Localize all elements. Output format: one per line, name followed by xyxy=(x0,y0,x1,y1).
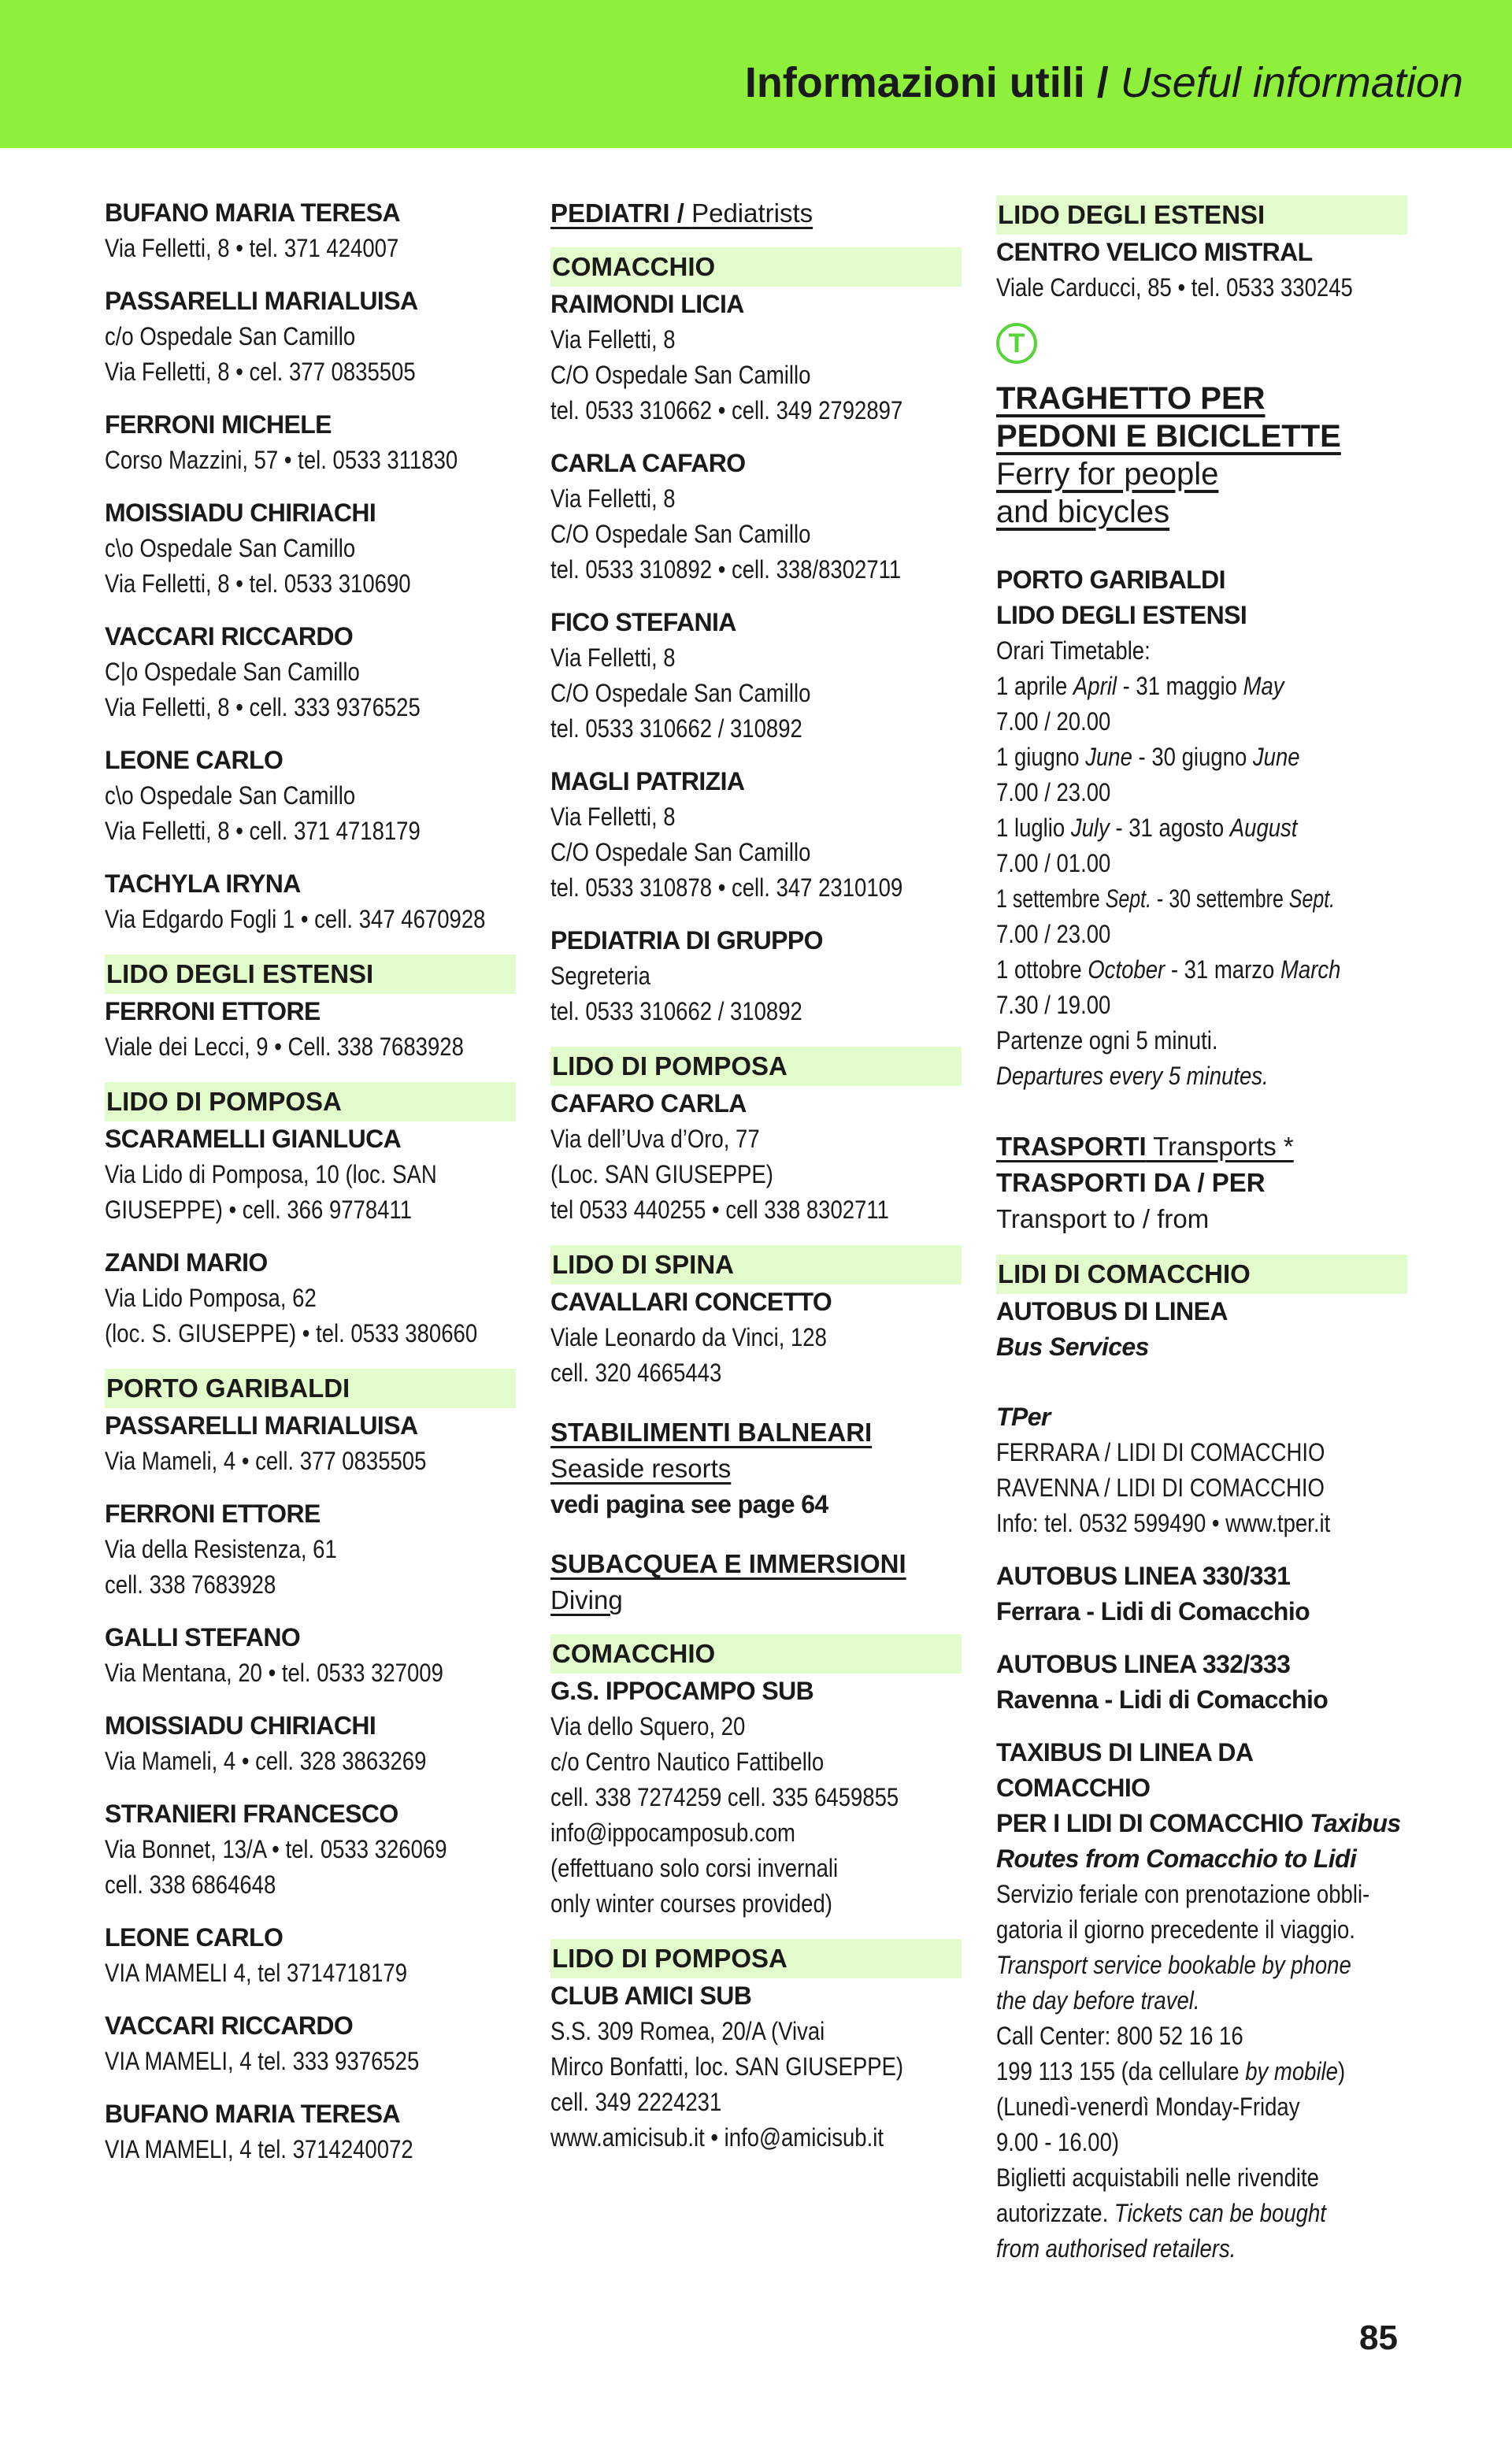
entry-name: TPer xyxy=(996,1403,1051,1431)
entry-line: (Loc. SAN GIUSEPPE) xyxy=(550,1160,773,1188)
period-text-en: April xyxy=(1073,672,1117,700)
entry-line: Call Center: 800 52 16 16 xyxy=(996,2022,1243,2050)
entry-line: FERRARA / LIDI DI COMACCHIO xyxy=(996,1438,1325,1466)
section-heading: LIDI DI COMACCHIO xyxy=(996,1255,1407,1294)
entry-line-part: Tickets can be bought xyxy=(1114,2199,1326,2227)
entry-line: GIUSEPPE) • cell. 366 9778411 xyxy=(105,1196,413,1224)
entry-line: Via Felletti, 8 xyxy=(550,484,676,513)
category-title: SUBACQUEA E IMMERSIONI xyxy=(550,1549,906,1578)
entry xyxy=(105,1620,516,1691)
period-text: 1 ottobre xyxy=(996,955,1088,984)
period-text-en: May xyxy=(1243,672,1284,700)
entry-name: AUTOBUS DI LINEA xyxy=(996,1297,1228,1325)
entry-line: c\o Ospedale San Camillo xyxy=(105,534,356,562)
entry-line: Via Bonnet, 13/A • tel. 0533 326069 xyxy=(105,1835,447,1863)
entry xyxy=(996,235,1407,306)
entry-line: tel 0533 440255 • cell 338 8302711 xyxy=(550,1196,889,1224)
entry-line: Segreteria xyxy=(550,962,650,990)
entry-line: c/o Ospedale San Camillo xyxy=(105,322,356,350)
column-2 xyxy=(550,195,962,2173)
title-english: Useful information xyxy=(1120,59,1463,106)
entry-subtitle: Routes from Comacchio to Lidi xyxy=(996,1844,1357,1873)
entry-name: STRANIERI FRANCESCO xyxy=(105,1800,398,1828)
entry xyxy=(550,764,962,906)
period-text-en: Sept. xyxy=(1288,884,1336,913)
category-title: PEDIATRI / xyxy=(550,198,692,228)
section-heading: LIDO DEGLI ESTENSI xyxy=(105,955,516,994)
category-traghetto xyxy=(996,380,1407,531)
period-text: - 30 settembre xyxy=(1151,884,1289,913)
entry-line: Viale Leonardo da Vinci, 128 xyxy=(550,1323,827,1351)
page-title xyxy=(745,55,1463,110)
entry-line: from authorised retailers. xyxy=(996,2234,1236,2263)
category-subtitle: Seaside resorts xyxy=(550,1454,732,1483)
section-heading: COMACCHIO xyxy=(550,1634,962,1674)
entry-name: VACCARI RICCARDO xyxy=(105,622,354,651)
entry-line: c/o Centro Nautico Fattibello xyxy=(550,1748,825,1776)
entry-line: Via Felletti, 8 xyxy=(550,325,676,354)
entry-name: FERRONI MICHELE xyxy=(105,410,332,439)
entry-line: only winter courses provided) xyxy=(550,1889,832,1918)
entry xyxy=(550,287,962,428)
entry xyxy=(105,284,516,390)
entry-line: S.S. 309 Romea, 20/A (Vivai xyxy=(550,2017,825,2045)
entry-name: TACHYLA IRYNA xyxy=(105,869,301,898)
entry xyxy=(996,1559,1407,1629)
entry-line: Via Mentana, 20 • tel. 0533 327009 xyxy=(105,1659,443,1687)
time-range: 7.00 / 23.00 xyxy=(996,778,1111,806)
category-trasporti xyxy=(996,1129,1407,1237)
column-3 xyxy=(996,195,1407,2284)
category-subtitle: Pediatrists xyxy=(691,198,813,228)
see-page-note: vedi pagina see page 64 xyxy=(550,1490,828,1518)
entry-line: Viale dei Lecci, 9 • Cell. 338 7683928 xyxy=(105,1032,464,1061)
entry-name: TAXIBUS DI LINEA DA COMACCHIO xyxy=(996,1738,1253,1802)
entry-line: VIA MAMELI 4, tel 3714718179 xyxy=(105,1959,408,1987)
category-title: TRASPORTI xyxy=(996,1132,1147,1161)
entry-name: PASSARELLI MARIALUISA xyxy=(105,287,418,315)
period-line xyxy=(996,881,1336,917)
entry xyxy=(105,743,516,849)
period-text: - 31 maggio xyxy=(1116,672,1243,700)
period-text: - 31 agosto xyxy=(1109,814,1230,842)
entry-line-part: ) xyxy=(1337,2057,1346,2085)
entry-line: cell. 320 4665443 xyxy=(550,1359,722,1387)
entry xyxy=(996,1294,1407,1365)
entry xyxy=(550,1978,962,2156)
period-line xyxy=(996,740,1350,775)
entry-name: G.S. IPPOCAMPO SUB xyxy=(550,1677,814,1705)
entry-line: tel. 0533 310892 • cell. 338/8302711 xyxy=(550,555,902,584)
entry xyxy=(105,994,516,1065)
entry-name: AUTOBUS LINEA 332/333 xyxy=(996,1650,1291,1678)
entry-line: Via Felletti, 8 • tel. 0533 310690 xyxy=(105,569,411,598)
entry-name: BUFANO MARIA TERESA xyxy=(105,198,400,227)
page-number: 85 xyxy=(1359,2319,1398,2357)
entry xyxy=(105,495,516,602)
entry-name: ZANDI MARIO xyxy=(105,1248,268,1277)
entry-line: c\o Ospedale San Camillo xyxy=(105,781,356,810)
section-heading: LIDO DI POMPOSA xyxy=(550,1047,962,1086)
entry-line: tel. 0533 310662 / 310892 xyxy=(550,997,802,1025)
entry-name xyxy=(996,1806,1407,1841)
transport-subtitle: TRASPORTI DA / PER xyxy=(996,1168,1266,1197)
entry-name: CAFARO CARLA xyxy=(550,1089,747,1118)
category-title: PEDONI E BICICLETTE xyxy=(996,419,1341,454)
entry-name-part: Taxibus xyxy=(1310,1809,1401,1837)
entry xyxy=(105,1121,516,1228)
entry-line: C/O Ospedale San Camillo xyxy=(550,679,811,707)
entry-line: C/O Ospedale San Camillo xyxy=(550,361,811,389)
entry-subtitle: Ferrara - Lidi di Comacchio xyxy=(996,1597,1310,1626)
entry-name: MOISSIADU CHIRIACHI xyxy=(105,1711,376,1740)
period-text-en: Sept. xyxy=(1105,884,1152,913)
entry xyxy=(550,1285,962,1391)
category-title-line xyxy=(996,1129,1407,1165)
entry xyxy=(105,407,516,478)
entry xyxy=(550,1086,962,1228)
period-text-en: June xyxy=(1085,743,1132,771)
entry xyxy=(550,605,962,747)
entry-line: the day before travel. xyxy=(996,1986,1200,2015)
period-text: - 30 giugno xyxy=(1132,743,1253,771)
entry-line: tel. 0533 310662 • cell. 349 2792897 xyxy=(550,396,903,424)
entry-line: Via Mameli, 4 • cell. 377 0835505 xyxy=(105,1447,427,1475)
entry-line: cell. 338 7683928 xyxy=(105,1570,276,1599)
entry-name: MOISSIADU CHIRIACHI xyxy=(105,499,376,527)
time-range: 7.00 / 23.00 xyxy=(996,920,1111,948)
entry xyxy=(105,1496,516,1603)
timetable-label: Orari Timetable: xyxy=(996,636,1151,665)
entry-line: tel. 0533 310878 • cell. 347 2310109 xyxy=(550,873,903,902)
entry-name: LEONE CARLO xyxy=(105,1923,284,1952)
entry-web-email[interactable]: www.amicisub.it • info@amicisub.it xyxy=(550,2123,884,2152)
entry-line: Biglietti acquistabili nelle rivendite xyxy=(996,2163,1319,2192)
entry xyxy=(105,1245,516,1351)
category-subacquea xyxy=(550,1546,962,1618)
entry-name: FERRONI ETTORE xyxy=(105,997,321,1025)
entry-line: cell. 338 7274259 cell. 335 6459855 xyxy=(550,1783,899,1811)
entry-name: FICO STEFANIA xyxy=(550,608,736,636)
entry-name: FERRONI ETTORE xyxy=(105,1500,321,1528)
category-stabilimenti xyxy=(550,1414,962,1522)
category-subtitle: Ferry for people xyxy=(996,457,1219,491)
entry-email[interactable]: info@ippocamposub.com xyxy=(550,1818,795,1847)
entry-subtitle: Bus Services xyxy=(996,1333,1149,1361)
entry-line: Mirco Bonfatti, loc. SAN GIUSEPPE) xyxy=(550,2052,904,2081)
entry xyxy=(105,619,516,725)
entry-name: PASSARELLI MARIALUISA xyxy=(105,1411,418,1440)
entry-line: Via Lido Pomposa, 62 xyxy=(105,1284,317,1312)
frequency-note: Partenze ogni 5 minuti. xyxy=(996,1026,1218,1055)
entry xyxy=(105,195,516,266)
entry-name-part: PER I LIDI DI COMACCHIO xyxy=(996,1809,1310,1837)
entry xyxy=(105,1408,516,1479)
entry-line: Via Mameli, 4 • cell. 328 3863269 xyxy=(105,1747,427,1775)
entry-line: Info: tel. 0532 599490 • www.tper.it xyxy=(996,1509,1331,1537)
entry-subtitle: Ravenna - Lidi di Comacchio xyxy=(996,1685,1329,1714)
entry xyxy=(105,866,516,937)
entry-line: VIA MAMELI, 4 tel. 3714240072 xyxy=(105,2135,413,2163)
entry-line: tel. 0533 310662 / 310892 xyxy=(550,714,802,743)
entry-name: CENTRO VELICO MISTRAL xyxy=(996,238,1313,266)
period-text-en: June xyxy=(1252,743,1300,771)
category-subtitle: Transports * xyxy=(1146,1132,1294,1161)
entry-line: Via Felletti, 8 xyxy=(550,803,676,831)
entry xyxy=(105,2096,516,2167)
entry xyxy=(550,1674,962,1922)
entry-line: VIA MAMELI, 4 tel. 333 9376525 xyxy=(105,2047,420,2075)
entry-line: cell. 349 2224231 xyxy=(550,2088,722,2116)
entry-name: PEDIATRIA DI GRUPPO xyxy=(550,926,823,955)
entry-line: (Lunedì-venerdì Monday-Friday xyxy=(996,2093,1300,2121)
title-italian: Informazioni utili / xyxy=(744,59,1121,106)
entry-name: MAGLI PATRIZIA xyxy=(550,767,745,795)
section-heading: LIDO DEGLI ESTENSI xyxy=(996,195,1407,235)
entry xyxy=(105,1920,516,1991)
period-text: - 31 marzo xyxy=(1165,955,1280,984)
entry-name: CARLA CAFARO xyxy=(550,449,746,477)
period-text-en: August xyxy=(1229,814,1298,842)
section-heading: PORTO GARIBALDI xyxy=(105,1369,516,1408)
column-1 xyxy=(105,195,516,2185)
entry xyxy=(105,1708,516,1779)
period-line xyxy=(996,952,1350,988)
category-title: STABILIMENTI BALNEARI xyxy=(550,1418,873,1447)
entry-line: Viale Carducci, 85 • tel. 0533 330245 xyxy=(996,273,1353,302)
entry xyxy=(105,1796,516,1903)
header-bar xyxy=(0,0,1512,148)
entry xyxy=(550,446,962,588)
section-heading: LIDO DI POMPOSA xyxy=(550,1939,962,1978)
category-pediatri xyxy=(550,195,962,232)
entry-name: CLUB AMICI SUB xyxy=(550,1981,752,2010)
entry-line: Via Felletti, 8 • cell. 371 4718179 xyxy=(105,817,421,845)
period-text: 1 luglio xyxy=(996,814,1071,842)
entry-line xyxy=(996,2054,1350,2089)
entry-line-part: 199 113 155 (da cellulare xyxy=(996,2057,1246,2085)
entry-name: LEONE CARLO xyxy=(105,746,284,774)
category-subtitle: and bicycles xyxy=(996,495,1170,529)
entry-line: RAVENNA / LIDI DI COMACCHIO xyxy=(996,1474,1325,1502)
entry-line: Via dell’Uva d’Oro, 77 xyxy=(550,1125,760,1153)
entry-line: Via Edgardo Fogli 1 • cell. 347 4670928 xyxy=(105,905,486,933)
period-text-en: March xyxy=(1280,955,1341,984)
entry-line: Via dello Squero, 20 xyxy=(550,1712,746,1740)
period-line xyxy=(996,669,1350,704)
entry-line-part: autorizzate. xyxy=(996,2199,1114,2227)
category-subtitle: Diving xyxy=(550,1585,623,1614)
period-text-en: October xyxy=(1088,955,1166,984)
transport-subtitle-en: Transport to / from xyxy=(996,1204,1210,1233)
period-line xyxy=(996,810,1350,846)
entry-line: C|o Ospedale San Camillo xyxy=(105,658,360,686)
entry-line: Via della Resistenza, 61 xyxy=(105,1535,337,1563)
entry xyxy=(996,1399,1407,1541)
entry-line: Via Felletti, 8 • cell. 333 9376525 xyxy=(105,693,421,721)
entry-line: Corso Mazzini, 57 • tel. 0533 311830 xyxy=(105,446,458,474)
entry-name: BUFANO MARIA TERESA xyxy=(105,2100,400,2128)
entry-line: Via Felletti, 8 xyxy=(550,643,676,672)
section-heading: LIDO DI SPINA xyxy=(550,1245,962,1285)
period-text-en: July xyxy=(1070,814,1110,842)
time-range: 7.00 / 20.00 xyxy=(996,707,1111,736)
time-range: 7.30 / 19.00 xyxy=(996,991,1111,1019)
entry-line-part: by mobile xyxy=(1245,2057,1338,2085)
section-heading: LIDO DI POMPOSA xyxy=(105,1082,516,1121)
entry-name: AUTOBUS LINEA 330/331 xyxy=(996,1562,1291,1590)
entry-line: C/O Ospedale San Camillo xyxy=(550,520,811,548)
entry-line xyxy=(996,2196,1350,2231)
route-name: PORTO GARIBALDI xyxy=(996,565,1225,594)
entry-name: RAIMONDI LICIA xyxy=(550,290,744,318)
entry-name: GALLI STEFANO xyxy=(105,1623,301,1652)
entry-line: Transport service bookable by phone xyxy=(996,1951,1351,1979)
entry-line: 9.00 - 16.00) xyxy=(996,2128,1120,2156)
entry-name: CAVALLARI CONCETTO xyxy=(550,1288,832,1316)
entry-line: C/O Ospedale San Camillo xyxy=(550,838,811,866)
entry-line: Via Felletti, 8 • tel. 371 424007 xyxy=(105,234,399,262)
entry-line: Via Felletti, 8 • cel. 377 0835505 xyxy=(105,358,416,386)
entry-line: gatoria il giorno precedente il viaggio. xyxy=(996,1915,1355,1944)
entry-line: (loc. S. GIUSEPPE) • tel. 0533 380660 xyxy=(105,1319,478,1348)
entry xyxy=(550,923,962,1029)
period-text: 1 settembre xyxy=(996,884,1106,913)
entry-line: cell. 338 6864648 xyxy=(105,1870,276,1899)
entry-name: SCARAMELLI GIANLUCA xyxy=(105,1125,402,1153)
ferry-timetable xyxy=(996,562,1407,1094)
entry-line: Via Lido di Pomposa, 10 (loc. SAN xyxy=(105,1160,437,1188)
ferry-icon: T xyxy=(996,323,1037,364)
entry xyxy=(996,1647,1407,1718)
section-heading: COMACCHIO xyxy=(550,247,962,287)
entry-line: (effettuano solo corsi invernali xyxy=(550,1854,839,1882)
entry xyxy=(105,2008,516,2079)
entry-name: VACCARI RICCARDO xyxy=(105,2011,354,2040)
entry-line: Servizio feriale con prenotazione obbli- xyxy=(996,1880,1370,1908)
period-text: 1 aprile xyxy=(996,672,1073,700)
period-text: 1 giugno xyxy=(996,743,1086,771)
category-title: TRAGHETTO PER xyxy=(996,381,1266,416)
frequency-note-en: Departures every 5 minutes. xyxy=(996,1062,1269,1090)
time-range: 7.00 / 01.00 xyxy=(996,849,1111,877)
entry xyxy=(996,1735,1407,2267)
route-name: LIDO DEGLI ESTENSI xyxy=(996,601,1247,629)
